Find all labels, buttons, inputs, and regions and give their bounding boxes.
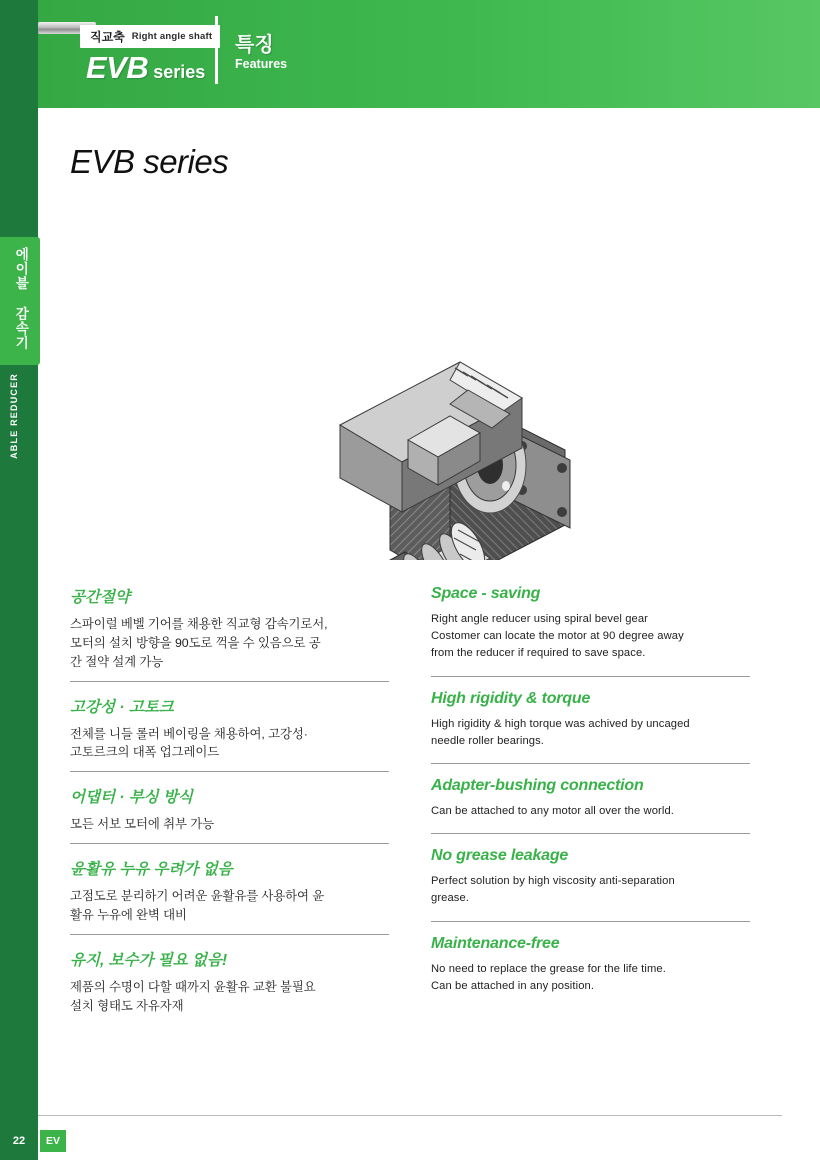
header-divider bbox=[215, 16, 218, 84]
feature-body: Can be attached to any motor all over the world. bbox=[431, 805, 674, 817]
header-feature-en: Features bbox=[235, 57, 288, 71]
side-tab-english bbox=[0, 365, 28, 465]
feature-item bbox=[431, 847, 750, 922]
header-series-title bbox=[86, 50, 205, 86]
side-tab-english-label: ABLE REDUCER bbox=[9, 373, 19, 459]
feature-heading: 고강성 · 고토크 bbox=[70, 698, 174, 716]
page-footer bbox=[0, 1130, 66, 1152]
feature-heading: High rigidity & torque bbox=[431, 690, 591, 707]
feature-body: 스파이럴 베벨 기어를 채용한 직교형 감속기로서, 모터의 설치 방향을 90도로 꺽을 수 있음으로 공 간 절약 설계 가능 bbox=[70, 617, 328, 669]
feature-body: 고점도로 분리하기 어려운 윤활유를 사용하여 윤 활유 누유에 완벽 대비 bbox=[70, 889, 325, 922]
feature-body: Perfect solution by high viscosity anti-separation grease. bbox=[431, 875, 675, 904]
feature-item bbox=[70, 857, 389, 935]
page-number: 22 bbox=[0, 1130, 38, 1152]
feature-heading: 공간절약 bbox=[70, 589, 130, 606]
feature-body: 제품의 수명이 다할 때까지 윤활유 교환 불필요 설치 형태도 자유자재 bbox=[70, 979, 316, 1013]
shaft-type-tag bbox=[80, 25, 220, 48]
product-illustration bbox=[150, 250, 610, 560]
feature-item bbox=[431, 585, 750, 677]
feature-body: No need to replace the grease for the life time. Can be attached in any position. bbox=[431, 963, 666, 992]
feature-item bbox=[70, 785, 389, 844]
feature-body: Right angle reducer using spiral bevel gear Costomer can locate the motor at 90 degree away from the reducer if required to save space. bbox=[431, 613, 684, 659]
feature-heading: No grease leakage bbox=[431, 847, 569, 864]
feature-heading: Adapter-bushing connection bbox=[431, 777, 644, 794]
feature-heading: 어댑터 · 부싱 방식 bbox=[70, 789, 193, 807]
feature-heading: 유지, 보수가 필요 없음! bbox=[70, 951, 228, 969]
header-bottom-rule bbox=[38, 108, 820, 112]
feature-item bbox=[431, 777, 750, 834]
footer-rule bbox=[38, 1115, 782, 1116]
feature-body: 전체를 니들 롤러 베이링을 채용하여, 고강성· 고토르크의 대폭 업그레이드 bbox=[70, 726, 308, 760]
feature-body: 모든 서보 모터에 취부 가능 bbox=[70, 817, 214, 832]
feature-heading: Space - saving bbox=[431, 585, 541, 602]
header-series-name: EVB bbox=[86, 50, 149, 85]
product-illustration-svg bbox=[150, 250, 610, 560]
feature-body: High rigidity & high torque was achived by uncaged needle roller bearings. bbox=[431, 718, 690, 747]
feature-item bbox=[70, 585, 389, 682]
shaft-type-en: Right angle shaft bbox=[131, 31, 213, 42]
shaft-type-ko: 직교축 bbox=[90, 30, 125, 44]
feature-item bbox=[70, 695, 389, 773]
side-tab-korean-label: 에이블 감속기 bbox=[13, 247, 29, 350]
features-column-korean bbox=[70, 585, 389, 1037]
header-series-sub: series bbox=[153, 62, 206, 82]
page-code-badge: EV bbox=[40, 1130, 66, 1152]
feature-item bbox=[431, 690, 750, 764]
feature-heading: 윤활유 누유 우려가 없음 bbox=[70, 861, 233, 879]
features-section bbox=[70, 585, 750, 1037]
left-green-band bbox=[0, 0, 38, 1160]
feature-item bbox=[70, 948, 389, 1025]
page-header bbox=[38, 0, 820, 112]
side-tab-korean bbox=[0, 237, 40, 365]
feature-item bbox=[431, 935, 750, 1004]
page-title: EVB series bbox=[70, 143, 229, 180]
header-feature-ko: 특징 bbox=[235, 34, 274, 56]
features-column-english bbox=[431, 585, 750, 1037]
feature-heading: Maintenance-free bbox=[431, 935, 560, 952]
